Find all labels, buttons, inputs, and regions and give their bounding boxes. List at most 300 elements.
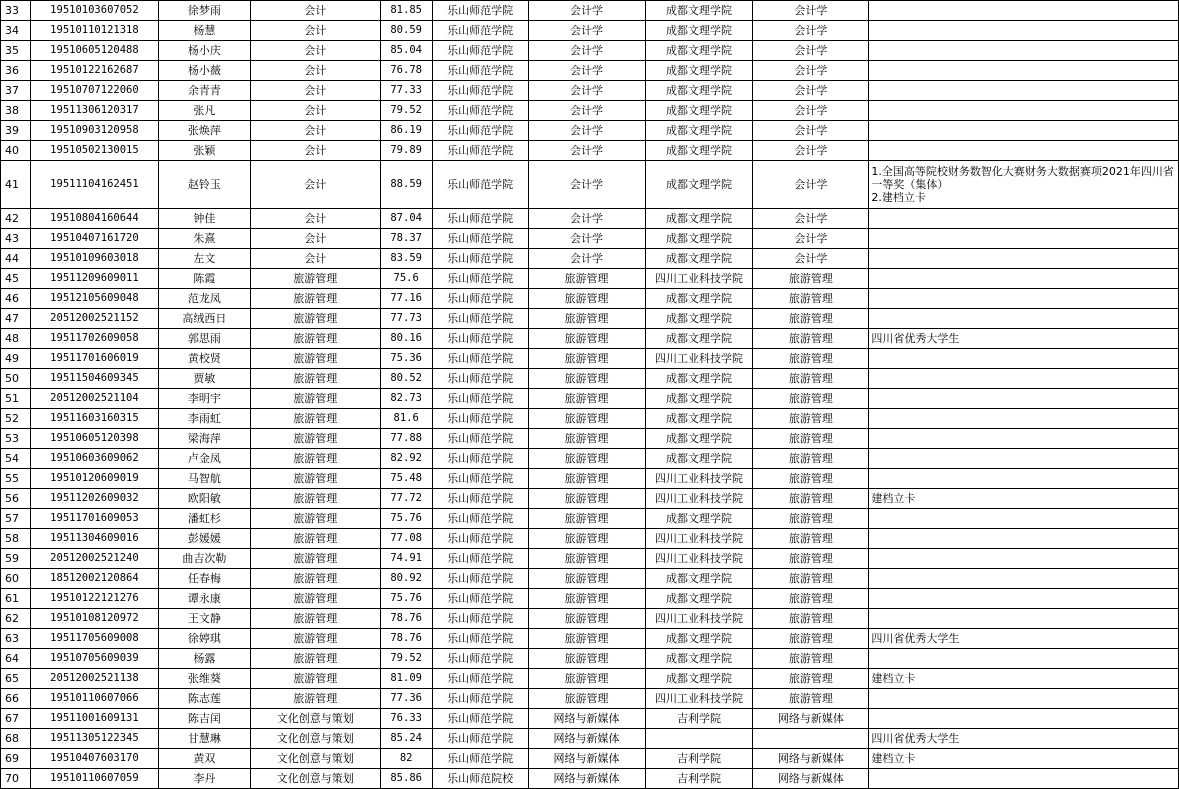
score-cell[interactable]: 86.19 bbox=[380, 121, 432, 141]
table-row[interactable] bbox=[1, 121, 1179, 141]
table-row[interactable] bbox=[1, 269, 1179, 289]
student-id-cell[interactable]: 19512105609048 bbox=[30, 289, 158, 309]
score-cell[interactable]: 75.36 bbox=[380, 349, 432, 369]
target-major-cell[interactable]: 会计学 bbox=[753, 81, 869, 101]
target-school-cell[interactable]: 成都文理学院 bbox=[645, 409, 753, 429]
school-cell[interactable]: 乐山师范学院 bbox=[432, 1, 528, 21]
row-number-cell[interactable]: 45 bbox=[1, 269, 31, 289]
student-name-cell[interactable]: 余青青 bbox=[158, 81, 250, 101]
table-row[interactable] bbox=[1, 289, 1179, 309]
table-row[interactable] bbox=[1, 429, 1179, 449]
target-major-cell[interactable]: 会计学 bbox=[753, 229, 869, 249]
remark-cell[interactable] bbox=[869, 141, 1179, 161]
student-name-cell[interactable]: 郭思雨 bbox=[158, 329, 250, 349]
major-cell[interactable]: 旅游管理 bbox=[250, 289, 380, 309]
student-id-cell[interactable]: 19511202609032 bbox=[30, 489, 158, 509]
target-major-cell[interactable]: 会计学 bbox=[753, 141, 869, 161]
table-row[interactable] bbox=[1, 81, 1179, 101]
school-cell[interactable]: 乐山师范学院 bbox=[432, 61, 528, 81]
current-major-cell[interactable]: 网络与新媒体 bbox=[528, 769, 645, 789]
target-major-cell[interactable]: 网络与新媒体 bbox=[753, 769, 869, 789]
target-major-cell[interactable]: 旅游管理 bbox=[753, 489, 869, 509]
table-row[interactable] bbox=[1, 329, 1179, 349]
target-major-cell[interactable]: 旅游管理 bbox=[753, 429, 869, 449]
target-major-cell[interactable]: 旅游管理 bbox=[753, 629, 869, 649]
score-cell[interactable]: 77.36 bbox=[380, 689, 432, 709]
score-cell[interactable]: 77.33 bbox=[380, 81, 432, 101]
target-major-cell[interactable]: 旅游管理 bbox=[753, 389, 869, 409]
remark-cell[interactable] bbox=[869, 429, 1179, 449]
target-major-cell[interactable]: 旅游管理 bbox=[753, 369, 869, 389]
remark-cell[interactable] bbox=[869, 409, 1179, 429]
score-cell[interactable]: 81.6 bbox=[380, 409, 432, 429]
score-cell[interactable]: 82 bbox=[380, 749, 432, 769]
student-id-cell[interactable]: 19510122121276 bbox=[30, 589, 158, 609]
score-cell[interactable]: 85.86 bbox=[380, 769, 432, 789]
row-number-cell[interactable]: 39 bbox=[1, 121, 31, 141]
target-major-cell[interactable]: 旅游管理 bbox=[753, 309, 869, 329]
student-name-cell[interactable]: 马智航 bbox=[158, 469, 250, 489]
student-name-cell[interactable]: 彭媛媛 bbox=[158, 529, 250, 549]
row-number-cell[interactable]: 66 bbox=[1, 689, 31, 709]
target-major-cell[interactable]: 旅游管理 bbox=[753, 349, 869, 369]
student-id-cell[interactable]: 20512002521104 bbox=[30, 389, 158, 409]
target-school-cell[interactable]: 四川工业科技学院 bbox=[645, 269, 753, 289]
school-cell[interactable]: 乐山师范学院 bbox=[432, 41, 528, 61]
current-major-cell[interactable]: 会计学 bbox=[528, 101, 645, 121]
student-name-cell[interactable]: 杨小庆 bbox=[158, 41, 250, 61]
student-name-cell[interactable]: 贾敏 bbox=[158, 369, 250, 389]
student-id-cell[interactable]: 19510705609039 bbox=[30, 649, 158, 669]
school-cell[interactable]: 乐山师范学院 bbox=[432, 389, 528, 409]
row-number-cell[interactable]: 52 bbox=[1, 409, 31, 429]
remark-cell[interactable] bbox=[869, 369, 1179, 389]
score-cell[interactable]: 78.76 bbox=[380, 609, 432, 629]
target-school-cell[interactable]: 成都文理学院 bbox=[645, 141, 753, 161]
remark-cell[interactable] bbox=[869, 209, 1179, 229]
table-row[interactable] bbox=[1, 209, 1179, 229]
row-number-cell[interactable]: 41 bbox=[1, 161, 31, 209]
target-school-cell[interactable]: 成都文理学院 bbox=[645, 209, 753, 229]
school-cell[interactable]: 乐山师范学院 bbox=[432, 669, 528, 689]
row-number-cell[interactable]: 46 bbox=[1, 289, 31, 309]
score-cell[interactable]: 81.85 bbox=[380, 1, 432, 21]
remark-cell[interactable]: 建档立卡 bbox=[869, 669, 1179, 689]
score-cell[interactable]: 87.04 bbox=[380, 209, 432, 229]
score-cell[interactable]: 77.88 bbox=[380, 429, 432, 449]
target-major-cell[interactable]: 旅游管理 bbox=[753, 589, 869, 609]
score-cell[interactable]: 79.52 bbox=[380, 649, 432, 669]
current-major-cell[interactable]: 旅游管理 bbox=[528, 469, 645, 489]
remark-cell[interactable] bbox=[869, 569, 1179, 589]
major-cell[interactable]: 会计 bbox=[250, 141, 380, 161]
table-row[interactable] bbox=[1, 41, 1179, 61]
remark-cell[interactable]: 建档立卡 bbox=[869, 749, 1179, 769]
major-cell[interactable]: 旅游管理 bbox=[250, 569, 380, 589]
major-cell[interactable]: 会计 bbox=[250, 229, 380, 249]
remark-cell[interactable] bbox=[869, 469, 1179, 489]
school-cell[interactable]: 乐山师范学院 bbox=[432, 81, 528, 101]
major-cell[interactable]: 旅游管理 bbox=[250, 489, 380, 509]
school-cell[interactable]: 乐山师范学院 bbox=[432, 269, 528, 289]
remark-cell[interactable] bbox=[869, 61, 1179, 81]
target-school-cell[interactable]: 成都文理学院 bbox=[645, 509, 753, 529]
current-major-cell[interactable]: 会计学 bbox=[528, 1, 645, 21]
target-major-cell[interactable]: 会计学 bbox=[753, 1, 869, 21]
score-cell[interactable]: 77.72 bbox=[380, 489, 432, 509]
student-id-cell[interactable]: 19510603609062 bbox=[30, 449, 158, 469]
student-name-cell[interactable]: 甘慧琳 bbox=[158, 729, 250, 749]
student-name-cell[interactable]: 曲吉次勒 bbox=[158, 549, 250, 569]
target-school-cell[interactable]: 成都文理学院 bbox=[645, 1, 753, 21]
score-cell[interactable]: 77.73 bbox=[380, 309, 432, 329]
school-cell[interactable]: 乐山师范学院 bbox=[432, 629, 528, 649]
current-major-cell[interactable]: 旅游管理 bbox=[528, 309, 645, 329]
table-row[interactable] bbox=[1, 21, 1179, 41]
school-cell[interactable]: 乐山师范学院 bbox=[432, 161, 528, 209]
remark-cell[interactable] bbox=[869, 389, 1179, 409]
target-school-cell[interactable]: 成都文理学院 bbox=[645, 569, 753, 589]
student-id-cell[interactable]: 19510109603018 bbox=[30, 249, 158, 269]
row-number-cell[interactable]: 61 bbox=[1, 589, 31, 609]
target-major-cell[interactable]: 会计学 bbox=[753, 41, 869, 61]
score-cell[interactable]: 81.09 bbox=[380, 669, 432, 689]
school-cell[interactable]: 乐山师范学院 bbox=[432, 409, 528, 429]
school-cell[interactable]: 乐山师范学院 bbox=[432, 509, 528, 529]
major-cell[interactable]: 旅游管理 bbox=[250, 349, 380, 369]
current-major-cell[interactable]: 旅游管理 bbox=[528, 489, 645, 509]
target-major-cell[interactable]: 旅游管理 bbox=[753, 449, 869, 469]
school-cell[interactable]: 乐山师范学院 bbox=[432, 289, 528, 309]
remark-cell[interactable] bbox=[869, 509, 1179, 529]
table-row[interactable] bbox=[1, 769, 1179, 789]
major-cell[interactable]: 文化创意与策划 bbox=[250, 729, 380, 749]
target-major-cell[interactable]: 旅游管理 bbox=[753, 269, 869, 289]
table-row[interactable] bbox=[1, 649, 1179, 669]
table-row[interactable] bbox=[1, 569, 1179, 589]
student-id-cell[interactable]: 19510605120488 bbox=[30, 41, 158, 61]
row-number-cell[interactable]: 70 bbox=[1, 769, 31, 789]
student-id-cell[interactable]: 19510103607052 bbox=[30, 1, 158, 21]
target-school-cell[interactable]: 吉利学院 bbox=[645, 709, 753, 729]
current-major-cell[interactable]: 旅游管理 bbox=[528, 289, 645, 309]
student-id-cell[interactable]: 19510110121318 bbox=[30, 21, 158, 41]
score-cell[interactable]: 82.92 bbox=[380, 449, 432, 469]
school-cell[interactable]: 乐山师范学院 bbox=[432, 121, 528, 141]
current-major-cell[interactable]: 会计学 bbox=[528, 209, 645, 229]
student-name-cell[interactable]: 陈吉闰 bbox=[158, 709, 250, 729]
current-major-cell[interactable]: 旅游管理 bbox=[528, 649, 645, 669]
score-cell[interactable]: 79.89 bbox=[380, 141, 432, 161]
row-number-cell[interactable]: 59 bbox=[1, 549, 31, 569]
remark-cell[interactable] bbox=[869, 21, 1179, 41]
current-major-cell[interactable]: 会计学 bbox=[528, 21, 645, 41]
score-cell[interactable]: 75.6 bbox=[380, 269, 432, 289]
student-name-cell[interactable]: 杨小薇 bbox=[158, 61, 250, 81]
remark-cell[interactable] bbox=[869, 529, 1179, 549]
student-id-cell[interactable]: 19510407161720 bbox=[30, 229, 158, 249]
remark-cell[interactable] bbox=[869, 549, 1179, 569]
current-major-cell[interactable]: 会计学 bbox=[528, 249, 645, 269]
table-row[interactable] bbox=[1, 349, 1179, 369]
student-id-cell[interactable]: 19511104162451 bbox=[30, 161, 158, 209]
row-number-cell[interactable]: 40 bbox=[1, 141, 31, 161]
major-cell[interactable]: 文化创意与策划 bbox=[250, 769, 380, 789]
major-cell[interactable]: 旅游管理 bbox=[250, 609, 380, 629]
score-cell[interactable]: 85.04 bbox=[380, 41, 432, 61]
student-name-cell[interactable]: 谭永康 bbox=[158, 589, 250, 609]
student-id-cell[interactable]: 19510903120958 bbox=[30, 121, 158, 141]
school-cell[interactable]: 乐山师范学院 bbox=[432, 729, 528, 749]
major-cell[interactable]: 会计 bbox=[250, 81, 380, 101]
row-number-cell[interactable]: 58 bbox=[1, 529, 31, 549]
remark-cell[interactable]: 1.全国高等院校财务数智化大赛财务大数据赛项2021年四川省一等奖（集体） 2.建档立卡 bbox=[869, 161, 1179, 209]
current-major-cell[interactable]: 旅游管理 bbox=[528, 389, 645, 409]
target-school-cell[interactable]: 四川工业科技学院 bbox=[645, 549, 753, 569]
major-cell[interactable]: 会计 bbox=[250, 1, 380, 21]
current-major-cell[interactable]: 旅游管理 bbox=[528, 409, 645, 429]
target-school-cell[interactable]: 成都文理学院 bbox=[645, 589, 753, 609]
target-school-cell[interactable]: 成都文理学院 bbox=[645, 121, 753, 141]
table-row[interactable] bbox=[1, 709, 1179, 729]
remark-cell[interactable] bbox=[869, 101, 1179, 121]
row-number-cell[interactable]: 34 bbox=[1, 21, 31, 41]
student-name-cell[interactable]: 李雨虹 bbox=[158, 409, 250, 429]
student-id-cell[interactable]: 19510120609019 bbox=[30, 469, 158, 489]
target-school-cell[interactable]: 成都文理学院 bbox=[645, 21, 753, 41]
school-cell[interactable]: 乐山师范学院 bbox=[432, 349, 528, 369]
row-number-cell[interactable]: 60 bbox=[1, 569, 31, 589]
score-cell[interactable]: 80.52 bbox=[380, 369, 432, 389]
remark-cell[interactable]: 建档立卡 bbox=[869, 489, 1179, 509]
remark-cell[interactable] bbox=[869, 81, 1179, 101]
table-row[interactable] bbox=[1, 161, 1179, 209]
score-cell[interactable]: 75.48 bbox=[380, 469, 432, 489]
major-cell[interactable]: 会计 bbox=[250, 121, 380, 141]
target-major-cell[interactable]: 旅游管理 bbox=[753, 329, 869, 349]
score-cell[interactable]: 77.16 bbox=[380, 289, 432, 309]
current-major-cell[interactable]: 旅游管理 bbox=[528, 689, 645, 709]
row-number-cell[interactable]: 67 bbox=[1, 709, 31, 729]
remark-cell[interactable] bbox=[869, 589, 1179, 609]
table-row[interactable] bbox=[1, 689, 1179, 709]
student-name-cell[interactable]: 陈霞 bbox=[158, 269, 250, 289]
student-id-cell[interactable]: 19510502130015 bbox=[30, 141, 158, 161]
table-row[interactable] bbox=[1, 509, 1179, 529]
current-major-cell[interactable]: 会计学 bbox=[528, 161, 645, 209]
row-number-cell[interactable]: 50 bbox=[1, 369, 31, 389]
current-major-cell[interactable]: 旅游管理 bbox=[528, 629, 645, 649]
target-major-cell[interactable]: 会计学 bbox=[753, 161, 869, 209]
major-cell[interactable]: 旅游管理 bbox=[250, 529, 380, 549]
student-name-cell[interactable]: 徐婷琪 bbox=[158, 629, 250, 649]
table-row[interactable] bbox=[1, 449, 1179, 469]
major-cell[interactable]: 旅游管理 bbox=[250, 269, 380, 289]
target-major-cell[interactable]: 网络与新媒体 bbox=[753, 709, 869, 729]
table-row[interactable] bbox=[1, 589, 1179, 609]
student-name-cell[interactable]: 黄校贤 bbox=[158, 349, 250, 369]
row-number-cell[interactable]: 38 bbox=[1, 101, 31, 121]
score-cell[interactable]: 80.16 bbox=[380, 329, 432, 349]
student-id-cell[interactable]: 19510108120972 bbox=[30, 609, 158, 629]
remark-cell[interactable] bbox=[869, 41, 1179, 61]
student-id-cell[interactable]: 20512002521240 bbox=[30, 549, 158, 569]
table-row[interactable] bbox=[1, 369, 1179, 389]
target-school-cell[interactable] bbox=[645, 729, 753, 749]
current-major-cell[interactable]: 旅游管理 bbox=[528, 589, 645, 609]
target-major-cell[interactable]: 会计学 bbox=[753, 249, 869, 269]
student-id-cell[interactable]: 19511701609053 bbox=[30, 509, 158, 529]
table-row[interactable] bbox=[1, 629, 1179, 649]
target-school-cell[interactable]: 成都文理学院 bbox=[645, 649, 753, 669]
major-cell[interactable]: 旅游管理 bbox=[250, 669, 380, 689]
row-number-cell[interactable]: 37 bbox=[1, 81, 31, 101]
current-major-cell[interactable]: 会计学 bbox=[528, 41, 645, 61]
row-number-cell[interactable]: 55 bbox=[1, 469, 31, 489]
row-number-cell[interactable]: 54 bbox=[1, 449, 31, 469]
student-name-cell[interactable]: 梁海萍 bbox=[158, 429, 250, 449]
target-major-cell[interactable]: 旅游管理 bbox=[753, 609, 869, 629]
table-row[interactable] bbox=[1, 309, 1179, 329]
school-cell[interactable]: 乐山师范学院 bbox=[432, 569, 528, 589]
table-row[interactable] bbox=[1, 1, 1179, 21]
target-major-cell[interactable]: 旅游管理 bbox=[753, 289, 869, 309]
school-cell[interactable]: 乐山师范学院 bbox=[432, 469, 528, 489]
school-cell[interactable]: 乐山师范学院 bbox=[432, 609, 528, 629]
current-major-cell[interactable]: 旅游管理 bbox=[528, 369, 645, 389]
row-number-cell[interactable]: 57 bbox=[1, 509, 31, 529]
target-school-cell[interactable]: 四川工业科技学院 bbox=[645, 609, 753, 629]
target-major-cell[interactable]: 旅游管理 bbox=[753, 509, 869, 529]
major-cell[interactable]: 旅游管理 bbox=[250, 429, 380, 449]
target-major-cell[interactable]: 会计学 bbox=[753, 61, 869, 81]
student-name-cell[interactable]: 王文静 bbox=[158, 609, 250, 629]
student-name-cell[interactable]: 钟佳 bbox=[158, 209, 250, 229]
current-major-cell[interactable]: 会计学 bbox=[528, 121, 645, 141]
student-name-cell[interactable]: 欧阳敏 bbox=[158, 489, 250, 509]
school-cell[interactable]: 乐山师范院校 bbox=[432, 769, 528, 789]
score-cell[interactable]: 77.08 bbox=[380, 529, 432, 549]
remark-cell[interactable] bbox=[869, 249, 1179, 269]
current-major-cell[interactable]: 旅游管理 bbox=[528, 349, 645, 369]
remark-cell[interactable] bbox=[869, 649, 1179, 669]
target-major-cell[interactable]: 旅游管理 bbox=[753, 469, 869, 489]
major-cell[interactable]: 旅游管理 bbox=[250, 589, 380, 609]
score-cell[interactable]: 80.92 bbox=[380, 569, 432, 589]
current-major-cell[interactable]: 网络与新媒体 bbox=[528, 709, 645, 729]
current-major-cell[interactable]: 会计学 bbox=[528, 61, 645, 81]
current-major-cell[interactable]: 旅游管理 bbox=[528, 329, 645, 349]
student-id-cell[interactable]: 19511306120317 bbox=[30, 101, 158, 121]
major-cell[interactable]: 旅游管理 bbox=[250, 389, 380, 409]
table-row[interactable] bbox=[1, 489, 1179, 509]
current-major-cell[interactable]: 旅游管理 bbox=[528, 449, 645, 469]
major-cell[interactable]: 会计 bbox=[250, 101, 380, 121]
current-major-cell[interactable]: 会计学 bbox=[528, 141, 645, 161]
student-id-cell[interactable]: 20512002521138 bbox=[30, 669, 158, 689]
major-cell[interactable]: 旅游管理 bbox=[250, 369, 380, 389]
student-name-cell[interactable]: 任春梅 bbox=[158, 569, 250, 589]
current-major-cell[interactable]: 会计学 bbox=[528, 81, 645, 101]
student-name-cell[interactable]: 李明宇 bbox=[158, 389, 250, 409]
target-major-cell[interactable]: 网络与新媒体 bbox=[753, 749, 869, 769]
target-major-cell[interactable]: 会计学 bbox=[753, 121, 869, 141]
major-cell[interactable]: 旅游管理 bbox=[250, 469, 380, 489]
target-school-cell[interactable]: 成都文理学院 bbox=[645, 309, 753, 329]
score-cell[interactable]: 78.76 bbox=[380, 629, 432, 649]
student-name-cell[interactable]: 杨慧 bbox=[158, 21, 250, 41]
target-school-cell[interactable]: 成都文理学院 bbox=[645, 429, 753, 449]
score-cell[interactable]: 78.37 bbox=[380, 229, 432, 249]
current-major-cell[interactable]: 旅游管理 bbox=[528, 669, 645, 689]
student-id-cell[interactable]: 19510804160644 bbox=[30, 209, 158, 229]
target-major-cell[interactable]: 旅游管理 bbox=[753, 689, 869, 709]
current-major-cell[interactable]: 旅游管理 bbox=[528, 509, 645, 529]
target-school-cell[interactable]: 成都文理学院 bbox=[645, 669, 753, 689]
score-cell[interactable]: 82.73 bbox=[380, 389, 432, 409]
table-row[interactable] bbox=[1, 549, 1179, 569]
score-cell[interactable]: 80.59 bbox=[380, 21, 432, 41]
table-row[interactable] bbox=[1, 749, 1179, 769]
target-school-cell[interactable]: 成都文理学院 bbox=[645, 41, 753, 61]
remark-cell[interactable] bbox=[869, 709, 1179, 729]
current-major-cell[interactable]: 旅游管理 bbox=[528, 269, 645, 289]
target-school-cell[interactable]: 成都文理学院 bbox=[645, 629, 753, 649]
major-cell[interactable]: 旅游管理 bbox=[250, 689, 380, 709]
row-number-cell[interactable]: 36 bbox=[1, 61, 31, 81]
row-number-cell[interactable]: 64 bbox=[1, 649, 31, 669]
table-row[interactable] bbox=[1, 469, 1179, 489]
row-number-cell[interactable]: 53 bbox=[1, 429, 31, 449]
target-major-cell[interactable]: 旅游管理 bbox=[753, 669, 869, 689]
school-cell[interactable]: 乐山师范学院 bbox=[432, 709, 528, 729]
major-cell[interactable]: 会计 bbox=[250, 161, 380, 209]
score-cell[interactable]: 85.24 bbox=[380, 729, 432, 749]
remark-cell[interactable] bbox=[869, 769, 1179, 789]
school-cell[interactable]: 乐山师范学院 bbox=[432, 229, 528, 249]
student-name-cell[interactable]: 李丹 bbox=[158, 769, 250, 789]
remark-cell[interactable] bbox=[869, 609, 1179, 629]
school-cell[interactable]: 乐山师范学院 bbox=[432, 141, 528, 161]
target-school-cell[interactable]: 成都文理学院 bbox=[645, 329, 753, 349]
target-major-cell[interactable]: 旅游管理 bbox=[753, 569, 869, 589]
table-row[interactable] bbox=[1, 729, 1179, 749]
target-school-cell[interactable]: 成都文理学院 bbox=[645, 81, 753, 101]
student-id-cell[interactable]: 19511305122345 bbox=[30, 729, 158, 749]
row-number-cell[interactable]: 43 bbox=[1, 229, 31, 249]
student-id-cell[interactable]: 19511001609131 bbox=[30, 709, 158, 729]
target-school-cell[interactable]: 四川工业科技学院 bbox=[645, 469, 753, 489]
target-major-cell[interactable]: 会计学 bbox=[753, 209, 869, 229]
current-major-cell[interactable]: 旅游管理 bbox=[528, 429, 645, 449]
target-major-cell[interactable]: 会计学 bbox=[753, 21, 869, 41]
student-id-cell[interactable]: 19511701606019 bbox=[30, 349, 158, 369]
student-name-cell[interactable]: 张颖 bbox=[158, 141, 250, 161]
target-major-cell[interactable]: 旅游管理 bbox=[753, 549, 869, 569]
student-name-cell[interactable]: 左文 bbox=[158, 249, 250, 269]
table-row[interactable] bbox=[1, 609, 1179, 629]
major-cell[interactable]: 旅游管理 bbox=[250, 309, 380, 329]
remark-cell[interactable] bbox=[869, 309, 1179, 329]
student-name-cell[interactable]: 张维葵 bbox=[158, 669, 250, 689]
table-row[interactable] bbox=[1, 389, 1179, 409]
student-id-cell[interactable]: 19511702609058 bbox=[30, 329, 158, 349]
remark-cell[interactable] bbox=[869, 689, 1179, 709]
remark-cell[interactable] bbox=[869, 449, 1179, 469]
target-school-cell[interactable]: 四川工业科技学院 bbox=[645, 689, 753, 709]
score-cell[interactable]: 75.76 bbox=[380, 509, 432, 529]
school-cell[interactable]: 乐山师范学院 bbox=[432, 101, 528, 121]
